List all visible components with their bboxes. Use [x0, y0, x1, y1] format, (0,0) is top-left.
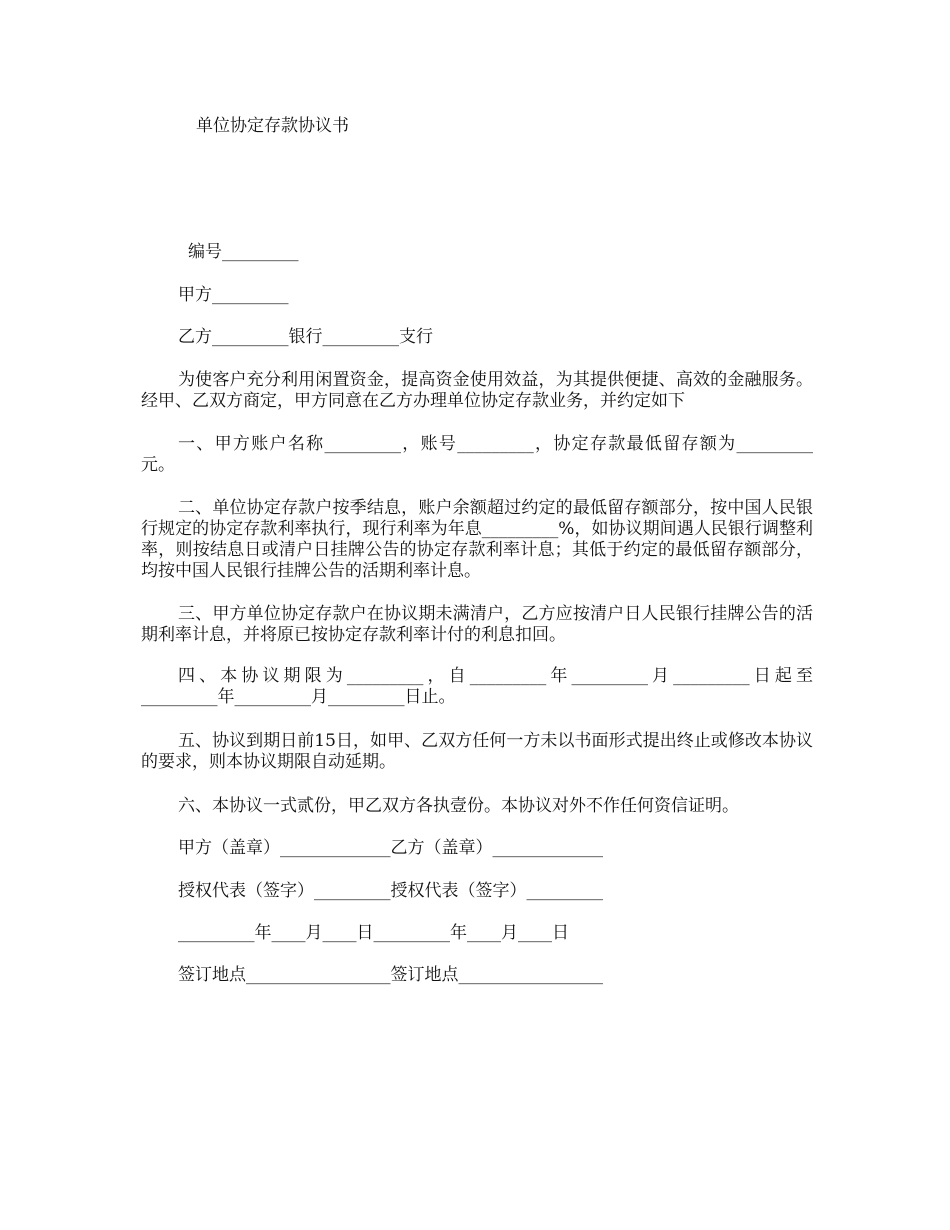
number-line: 编号_________: [188, 242, 299, 262]
clause-5: 五、协议到期日前15日，如甲、乙双方任何一方未以书面形式提出终止或修改本协议的要求，则本协议期限自动延期。: [141, 731, 813, 772]
document-title: 单位协定存款协议书: [196, 116, 349, 136]
clause-1: 一、甲方账户名称_________，账号_________，协定存款最低留存额为_________元。: [141, 434, 813, 475]
clause-6: 六、本协议一式贰份，甲乙双方各执壹份。本协议对外不作任何资信证明。: [178, 796, 739, 816]
intro-paragraph: 为使客户充分利用闲置资金，提高资金使用效益，为其提供便捷、高效的金融服务。经甲、乙双方商定，甲方同意在乙方办理单位协定存款业务，并约定如下: [141, 370, 813, 411]
signing-location-line: 签订地点_________________签订地点_________________: [178, 965, 603, 985]
clause-3: 三、甲方单位协定存款户在协议期未满清户，乙方应按清户日人民银行挂牌公告的活期利率计息，并将原已按协定存款利率计付的利息扣回。: [141, 604, 813, 645]
seal-line: 甲方（盖章）_____________乙方（盖章）_____________: [178, 838, 603, 858]
party-b-line: 乙方_________银行_________支行: [178, 327, 433, 347]
clause-2: 二、单位协定存款户按季结息，账户余额超过约定的最低留存额部分，按中国人民银行规定的协定存款利率执行，现行利率为年息_________%，如协议期间遇人民银行调整利率，则按结息日或清户日挂牌公告的协定存款利率计息；其低于约定的最低留存额部分，均按中国人民银行挂牌公告的活期利率计息。: [141, 498, 813, 581]
clause-4: 四、本协议期限为_________，自_________年_________月_________日起至_________年_________月_________日止。: [141, 666, 813, 707]
representative-signature-line: 授权代表（签字）_________授权代表（签字）_________: [178, 881, 603, 901]
date-line: _________年____月____日_________年____月____日: [178, 923, 569, 943]
party-a-line: 甲方_________: [178, 285, 289, 305]
